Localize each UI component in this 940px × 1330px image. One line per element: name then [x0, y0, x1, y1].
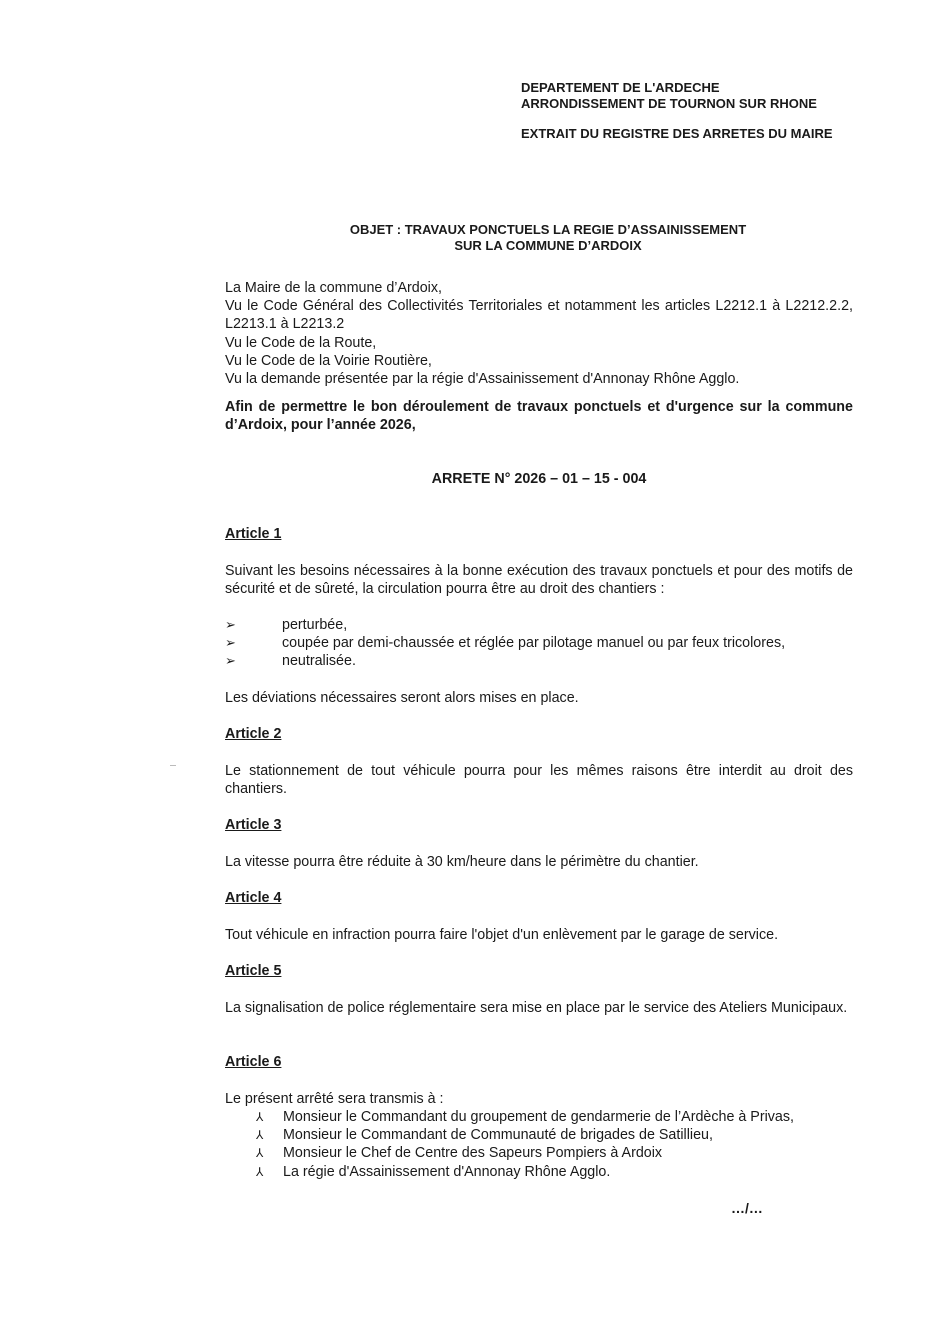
list-item: ⅄ Monsieur le Commandant du groupement de gendarmerie de l’Ardèche à Privas, — [256, 1109, 794, 1125]
article-5-text: La signalisation de police réglementaire sera mise en place par le service des Ateliers Municipaux. — [225, 1000, 848, 1016]
preamble-vu-cgct: Vu le Code Général des Collectivités Territoriales et notamment les articles L2212.1 à L2212.2.2, L2213.1 à L2213.2 — [225, 298, 853, 333]
list-item: ➢ neutralisée. — [225, 653, 356, 670]
article-4-text: Tout véhicule en infraction pourra faire l'objet d'un enlèvement par le garage de service. — [225, 927, 779, 943]
arrondissement-line: ARRONDISSEMENT DE TOURNON SUR RHONE — [521, 96, 817, 111]
article-4-title: Article 4 — [225, 890, 282, 906]
list-item: ⅄ Monsieur le Commandant de Communauté de brigades de Satillieu, — [256, 1127, 713, 1144]
registre-line: EXTRAIT DU REGISTRE DES ARRETES DU MAIRE — [521, 126, 833, 141]
bullet-icon: ⅄ — [256, 1164, 264, 1179]
preamble-vu-voirie: Vu le Code de la Voirie Routière, — [225, 352, 432, 369]
article-3-text: La vitesse pourra être réduite à 30 km/heure dans le périmètre du chantier. — [225, 854, 699, 870]
article-1-intro: Suivant les besoins nécessaires à la bonne exécution des travaux ponctuels et pour des motifs de sécurité et de sûreté, la circulation pourra être au droit des chantiers : — [225, 563, 853, 598]
preamble-vu-route: Vu le Code de la Route, — [225, 334, 377, 351]
article-1-list — [225, 616, 865, 671]
continuation-mark: …/… — [731, 1200, 763, 1216]
list-item: ➢ perturbée, — [225, 617, 348, 633]
preamble — [225, 279, 853, 388]
article-2-title: Article 2 — [225, 726, 282, 742]
document-header — [521, 80, 833, 142]
article-2-text: Le stationnement de tout véhicule pourra pour les mêmes raisons être interdit au droit des chantiers. — [225, 763, 853, 798]
arrow-bullet-icon: ➢ — [225, 617, 236, 632]
article-3-title: Article 3 — [225, 817, 282, 833]
recipient-list — [256, 1108, 876, 1181]
bullet-icon: ⅄ — [256, 1110, 264, 1124]
article-6-title: Article 6 — [225, 1054, 282, 1070]
objet-heading — [225, 222, 871, 254]
bullet-icon: ⅄ — [256, 1146, 264, 1161]
article-1-title: Article 1 — [225, 526, 282, 542]
arrow-bullet-icon: ➢ — [225, 635, 236, 651]
bullet-icon: ⅄ — [256, 1128, 264, 1143]
scan-speck — [170, 765, 176, 766]
arrete-number: ARRETE N° 2026 – 01 – 15 - 004 — [431, 471, 647, 487]
arrow-bullet-icon: ➢ — [225, 653, 236, 669]
objet-line-1: OBJET : TRAVAUX PONCTUELS LA REGIE D’ASSAINISSEMENT — [349, 222, 747, 237]
preamble-maire: La Maire de la commune d’Ardoix, — [225, 280, 442, 296]
article-1-outro: Les déviations nécessaires seront alors mises en place. — [225, 690, 579, 706]
list-item: ⅄ La régie d'Assainissement d'Annonay Rhône Agglo. — [256, 1163, 611, 1180]
list-item: ⅄ Monsieur le Chef de Centre des Sapeurs Pompiers à Ardoix — [256, 1145, 663, 1162]
list-item: ➢ coupée par demi-chaussée et réglée par pilotage manuel ou par feux tricolores, — [225, 635, 786, 652]
purpose-statement: Afin de permettre le bon déroulement de travaux ponctuels et d'urgence sur la commune d’Ardoix, pour l’année 2026, — [225, 399, 853, 434]
article-6-intro: Le présent arrêté sera transmis à : — [225, 1091, 444, 1107]
objet-line-2: SUR LA COMMUNE D’ARDOIX — [454, 238, 642, 253]
department-line: DEPARTEMENT DE L'ARDECHE — [521, 80, 720, 95]
article-5-title: Article 5 — [225, 963, 282, 979]
preamble-vu-demande: Vu la demande présentée par la régie d'Assainissement d'Annonay Rhône Agglo. — [225, 371, 740, 388]
